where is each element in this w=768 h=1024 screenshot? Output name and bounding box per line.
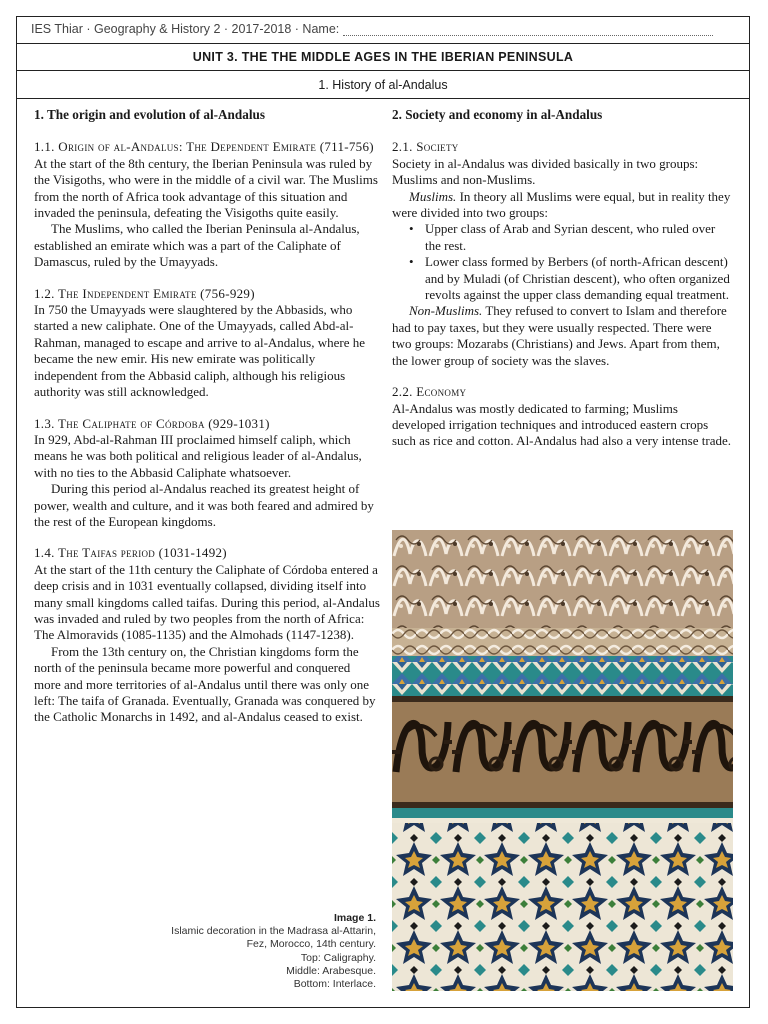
list-item: • Lower class formed by Berbers (of north-African descent) and by Muladi (of Christian descent), who often organized revolts against the upper class demanding equal treatment. — [425, 254, 734, 303]
left-column — [34, 107, 380, 726]
section-1-4-title: 1.4. The Taifas period (1031-1492) — [34, 545, 227, 561]
zigzag-tile-band — [392, 656, 733, 696]
section-1-3-title: 1.3. The Caliphate of Córdoba (929-1031) — [34, 415, 270, 431]
section-2-2-para-1: Al-Andalus was mostly dedicated to farming; Muslims developed irrigation techniques and introduced eastern crops such as rice and cotton. Al-Andalus had also a very intense trade. — [392, 400, 731, 449]
section-2-1-title: 2.1. Society — [392, 139, 459, 155]
caption-title: Image 1. — [333, 912, 376, 924]
nonmuslims-label: Non-Muslims. — [409, 303, 483, 319]
section-1-1-para-2: The Muslims, who called the Iberian Peninsula al-Andalus, established an emirate which was a part of the Caliphate of Damascus, ruled by the Umayyads. — [34, 221, 360, 270]
section-1-1-title: 1.1. Origin of al-Andalus: The Dependent Emirate (711-756) — [34, 139, 374, 155]
section-1-1-para-1: At the start of the 8th century, the Iberian Peninsula was ruled by the Visigoths, who were in the middle of a civil war. The Muslims from the north of Africa took advantage of this situation and invaded the peninsula, defeating the Visigoths quite easily. — [34, 155, 378, 221]
image-caption — [116, 912, 376, 991]
section-1-2-title: 1.2. The Independent Emirate (756-929) — [34, 285, 255, 301]
section-1-4-para-2: From the 13th century on, the Christian kingdoms form the north of the peninsula became more powerful and conquered more and more territories of al-Andalus until there was only one left: The taifa of Granada. Eventually, Granada was conquered by the Catholic Monarchs in 1492, and al-Andalus ceased to exist. — [34, 643, 376, 725]
name-field-dotted-line — [343, 24, 713, 36]
left-heading: 1. The origin and evolution of al-Andalus — [34, 107, 265, 122]
section-1-3-para-2: During this period al-Andalus reached its greatest height of power, wealth and culture, and it was both feared and admired by the rest of the European kingdoms. — [34, 481, 374, 529]
header-school-line — [17, 17, 749, 44]
section-1-4-para-1: At the start of the 11th century the Caliphate of Córdoba entered a deep crisis and in 1031 eventually collapsed, dividing itself into many small kingdoms called taifas. During this period, al-Andalus was invaded and ruled by two peoples from the north of Africa: The Almoravids (1085-1135) and the Almohads (1147-1238). — [34, 561, 380, 643]
interlace-zellige-band — [392, 823, 733, 991]
caption-line: Top: Caligraphy. — [300, 951, 376, 964]
unit-title: UNIT 3. THE THE MIDDLE AGES IN THE IBERIAN PENINSULA — [17, 44, 749, 71]
calligraphy-stucco-band — [392, 530, 733, 628]
section-2-2-title: 2.2. Economy — [392, 384, 467, 400]
section-1-3-para-1: In 929, Abd-al-Rahman III proclaimed himself caliph, which means he was both political and religious leader of al-Andalus, with no ties to the Abbasid Caliphate whatsoever. — [34, 431, 362, 480]
caption-line: Fez, Morocco, 14th century. — [246, 938, 376, 951]
right-heading: 2. Society and economy in al-Andalus — [392, 107, 603, 122]
list-item: • Upper class of Arab and Syrian descent, who ruled over the rest. — [425, 221, 734, 254]
nonmuslims-paragraph — [392, 303, 734, 369]
caption-line: Middle: Arabesque. — [286, 964, 376, 977]
green-tile-border — [392, 808, 733, 823]
caption-line: Bottom: Interlace. — [293, 978, 376, 991]
section-1-2-para-1: In 750 the Umayyads were slaughtered by the Abbasids, who started a new caliphate. One of the Umayyads, called Abd-al-Rahman, managed to escape and arrive to al-Andalus, where he became the new emir. His new emirate was politically independent from the Abbasid caliph, although his religious authority was still acknowledged. — [34, 302, 366, 400]
muslims-text: In theory all Muslims were equal, but in reality they were divided into two groups: — [392, 188, 731, 221]
arabesque-wood-band — [392, 696, 733, 808]
section-title: 1. History of al-Andalus — [17, 71, 749, 99]
right-column — [392, 107, 734, 450]
section-2-1-para-1: Society in al-Andalus was divided basically in two groups: Muslims and non-Muslims. — [392, 155, 699, 188]
school-line-text: IES Thiar · Geography & History 2 · 2017-2018 · Name: — [31, 22, 340, 36]
nonmuslims-text: They refused to convert to Islam and therefore had to pay taxes, but they were usually respected. There were two groups: Mozarabs (Christians) and Jews. Apart from them, the lower group of society was the slaves. — [392, 303, 727, 368]
caption-line: Islamic decoration in the Madrasa al-Attarin, — [171, 925, 376, 938]
muslim-groups-list — [392, 221, 734, 303]
braid-border-band — [392, 628, 733, 656]
islamic-decoration-photo — [392, 530, 733, 991]
muslims-label: Muslims. — [409, 188, 457, 204]
muslims-paragraph — [392, 189, 734, 222]
